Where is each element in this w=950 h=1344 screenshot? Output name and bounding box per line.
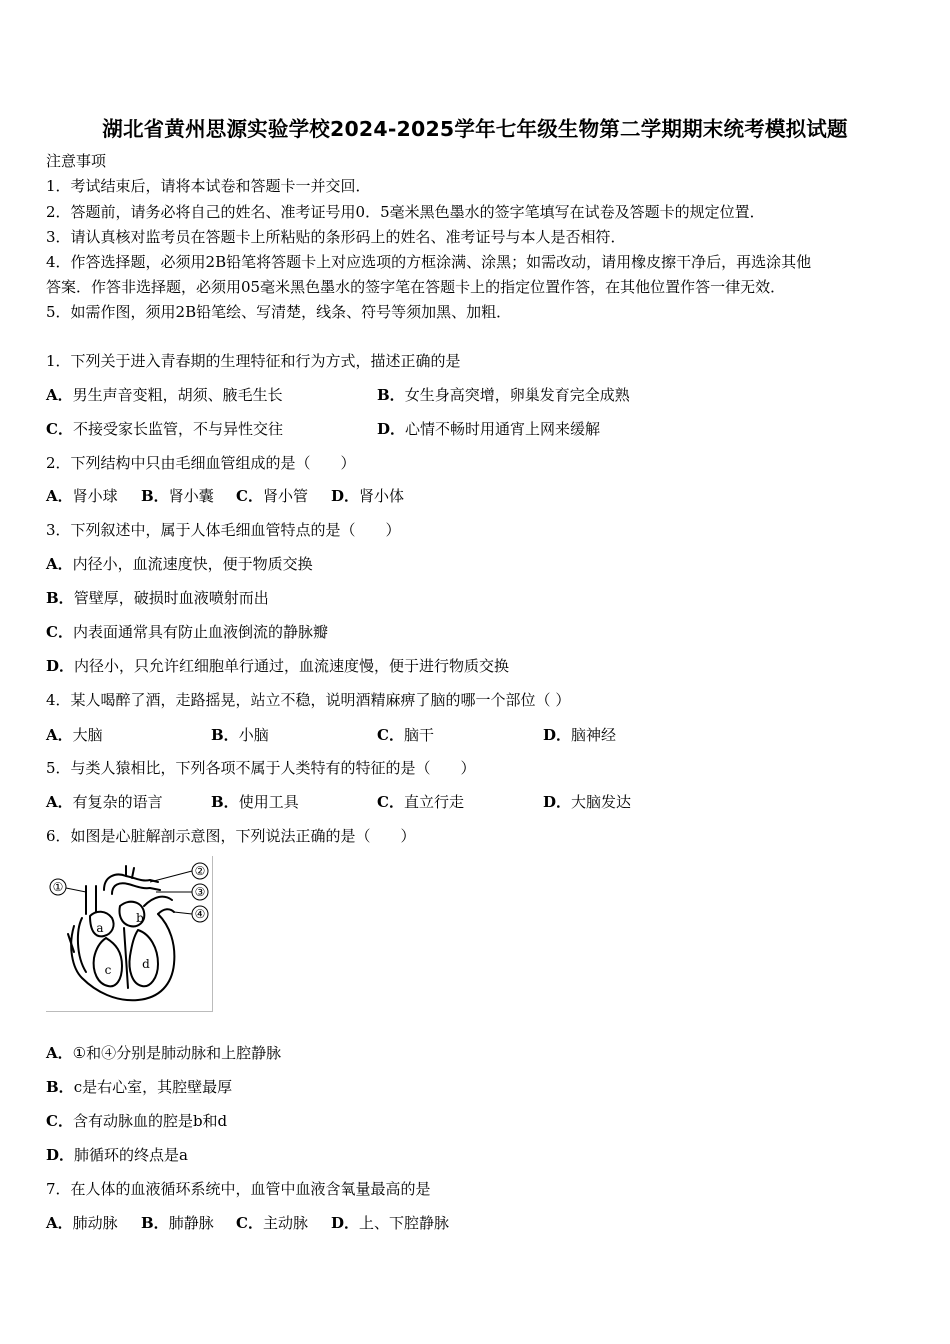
notice-item: 3．请认真核对监考员在答题卡上所粘贴的条形码上的姓名、准考证号与本人是否相符． — [46, 228, 626, 246]
notice-item: 答案．作答非选择题，必须用05毫米黑色墨水的签字笔在答题卡上的指定位置作答，在其他位置作答一律无效． — [46, 278, 786, 296]
notice-item: 4．作答选择题，必须用2B铅笔将答题卡上对应选项的方框涂满、涂黑；如需改动，请用橡皮擦干净后，再选涂其他 — [46, 253, 812, 271]
question-7-option-c[interactable]: C．主动脉 — [236, 1214, 308, 1232]
question-6-option-b[interactable]: B．c是右心室，其腔壁最厚 — [46, 1078, 233, 1096]
label-4: ④ — [194, 907, 206, 921]
question-6-option-c[interactable]: C．含有动脉血的腔是b和d — [46, 1112, 228, 1130]
question-5-option-b[interactable]: B．使用工具 — [211, 793, 299, 811]
question-4-option-b[interactable]: B．小脑 — [211, 726, 269, 744]
question-7-option-d[interactable]: D．上、下腔静脉 — [331, 1214, 450, 1232]
question-4-option-d[interactable]: D．脑神经 — [543, 726, 617, 744]
question-3-option-c[interactable]: C．内表面通常具有防止血液倒流的静脉瓣 — [46, 623, 328, 641]
question-1-option-a[interactable]: A．男生声音变粗，胡须、腋毛生长 — [46, 386, 283, 404]
label-d: d — [142, 957, 150, 971]
notice-item: 1．考试结束后，请将本试卷和答题卡一并交回． — [46, 177, 371, 195]
question-6-option-a[interactable]: A．①和④分别是肺动脉和上腔静脉 — [46, 1044, 282, 1062]
question-5-stem: 5．与类人猿相比，下列各项不属于人类特有的特征的是（ ） — [46, 759, 476, 777]
question-3-option-a[interactable]: A．内径小，血流速度快，便于物质交换 — [46, 555, 313, 573]
question-4-option-a[interactable]: A．大脑 — [46, 726, 103, 744]
question-3-option-d[interactable]: D．内径小，只允许红细胞单行通过，血流速度慢，便于进行物质交换 — [46, 657, 510, 675]
label-1: ① — [52, 880, 64, 894]
question-1-option-c[interactable]: C．不接受家长监管，不与异性交往 — [46, 420, 283, 438]
exam-title: 湖北省黄州思源实验学校2024-2025学年七年级生物第二学期期末统考模拟试题 — [102, 117, 848, 141]
heart-diagram — [46, 856, 213, 1012]
question-2-option-a[interactable]: A．肾小球 — [46, 487, 118, 505]
question-6-stem: 6．如图是心脏解剖示意图，下列说法正确的是（ ） — [46, 827, 416, 845]
notice-item: 5．如需作图，须用2B铅笔绘、写清楚，线条、符号等须加黑、加粗． — [46, 303, 512, 321]
question-5-option-d[interactable]: D．大脑发达 — [543, 793, 632, 811]
label-b: b — [136, 911, 144, 925]
question-7-option-b[interactable]: B．肺静脉 — [141, 1214, 214, 1232]
label-a: a — [96, 921, 104, 935]
question-7-stem: 7．在人体的血液循环系统中，血管中血液含氧量最高的是 — [46, 1180, 431, 1198]
question-1-option-b[interactable]: B．女生身高突增，卵巢发育完全成熟 — [377, 386, 630, 404]
label-c: c — [104, 963, 112, 977]
label-2: ② — [194, 864, 206, 878]
question-5-option-a[interactable]: A．有复杂的语言 — [46, 793, 163, 811]
notice-item: 2．答题前，请务必将自己的姓名、准考证号用0．5毫米黑色墨水的签字笔填写在试卷及答题卡的规定位置． — [46, 203, 765, 221]
question-2-option-d[interactable]: D．肾小体 — [331, 487, 405, 505]
question-1-option-d[interactable]: D．心情不畅时用通宵上网来缓解 — [377, 420, 601, 438]
question-5-option-c[interactable]: C．直立行走 — [377, 793, 464, 811]
question-1-stem: 1．下列关于进入青春期的生理特征和行为方式，描述正确的是 — [46, 352, 461, 370]
question-7-option-a[interactable]: A．肺动脉 — [46, 1214, 118, 1232]
heart-anatomy-illustration — [46, 856, 212, 1011]
question-4-option-c[interactable]: C．脑干 — [377, 726, 434, 744]
notice-heading: 注意事项 — [46, 152, 107, 170]
question-2-stem: 2．下列结构中只由毛细血管组成的是（ ） — [46, 454, 356, 472]
label-3: ③ — [194, 885, 206, 899]
question-3-stem: 3．下列叙述中，属于人体毛细血管特点的是（ ） — [46, 521, 401, 539]
question-3-option-b[interactable]: B．管壁厚，破损时血液喷射而出 — [46, 589, 269, 607]
question-4-stem: 4．某人喝醉了酒，走路摇晃，站立不稳，说明酒精麻痹了脑的哪一个部位（ ） — [46, 691, 571, 709]
question-2-option-b[interactable]: B．肾小囊 — [141, 487, 214, 505]
question-6-option-d[interactable]: D．肺循环的终点是a — [46, 1146, 188, 1164]
question-2-option-c[interactable]: C．肾小管 — [236, 487, 308, 505]
